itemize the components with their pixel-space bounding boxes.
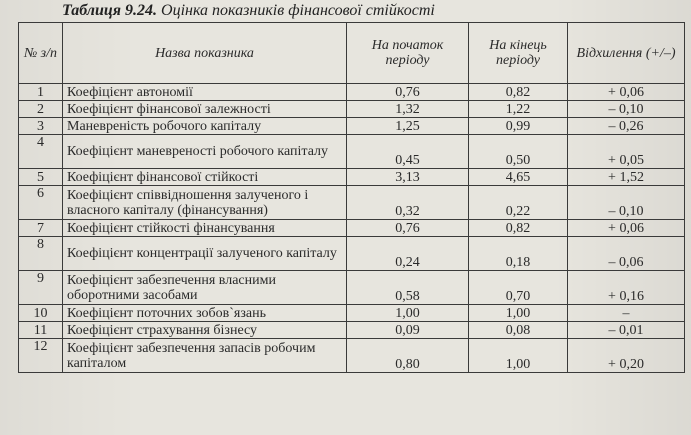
row-deviation: – <box>568 305 685 322</box>
table-caption <box>62 2 435 20</box>
row-name: Коефіцієнт фінансової стійкості <box>63 169 347 186</box>
row-start-value: 3,13 <box>347 169 469 186</box>
row-start-value: 0,09 <box>347 322 469 339</box>
row-end-value: 0,82 <box>469 84 568 101</box>
table-caption-title: Оцінка показників фінансової стійкості <box>161 2 435 19</box>
row-number: 5 <box>19 169 63 186</box>
row-deviation: – 0,06 <box>568 237 685 271</box>
row-name: Коефіцієнт забезпечення власними оборотними засобами <box>63 271 347 305</box>
table-row <box>19 339 685 373</box>
row-deviation: + 0,05 <box>568 135 685 169</box>
row-deviation: + 0,06 <box>568 84 685 101</box>
table-row <box>19 101 685 118</box>
row-end-value: 0,50 <box>469 135 568 169</box>
table-row <box>19 135 685 169</box>
row-end-value: 1,22 <box>469 101 568 118</box>
header-end: На кінець періоду <box>469 23 568 84</box>
row-end-value: 0,99 <box>469 118 568 135</box>
row-name: Коефіцієнт фінансової залежності <box>63 101 347 118</box>
row-start-value: 0,45 <box>347 135 469 169</box>
row-end-value: 1,00 <box>469 305 568 322</box>
table-row <box>19 322 685 339</box>
row-name: Коефіцієнт співвідношення залученого і власного капіталу (фінансування) <box>63 186 347 220</box>
row-number: 1 <box>19 84 63 101</box>
row-number: 3 <box>19 118 63 135</box>
row-number: 2 <box>19 101 63 118</box>
table-header-row <box>19 23 685 84</box>
row-start-value: 0,80 <box>347 339 469 373</box>
row-end-value: 0,08 <box>469 322 568 339</box>
row-start-value: 0,76 <box>347 220 469 237</box>
row-number: 8 <box>19 237 63 271</box>
row-name: Коефіцієнт автономії <box>63 84 347 101</box>
table-row <box>19 237 685 271</box>
row-end-value: 0,82 <box>469 220 568 237</box>
row-number: 11 <box>19 322 63 339</box>
row-name: Коефіцієнт концентрації залученого капіталу <box>63 237 347 271</box>
header-num: № з/п <box>19 23 63 84</box>
row-end-value: 4,65 <box>469 169 568 186</box>
row-name: Коефіцієнт поточних зобов`язань <box>63 305 347 322</box>
row-deviation: + 0,16 <box>568 271 685 305</box>
row-deviation: + 1,52 <box>568 169 685 186</box>
table-row <box>19 305 685 322</box>
table-caption-number: Таблиця 9.24. <box>62 2 158 19</box>
row-name: Коефіцієнт страхування бізнесу <box>63 322 347 339</box>
row-number: 4 <box>19 135 63 169</box>
row-deviation: – 0,01 <box>568 322 685 339</box>
row-deviation: – 0,10 <box>568 101 685 118</box>
table-row <box>19 118 685 135</box>
table-row <box>19 84 685 101</box>
row-name: Коефіцієнт забезпечення запасів робочим капіталом <box>63 339 347 373</box>
row-start-value: 0,32 <box>347 186 469 220</box>
financial-stability-table <box>18 22 685 373</box>
row-end-value: 1,00 <box>469 339 568 373</box>
row-number: 7 <box>19 220 63 237</box>
row-start-value: 1,00 <box>347 305 469 322</box>
row-number: 12 <box>19 339 63 373</box>
table-row <box>19 186 685 220</box>
row-end-value: 0,18 <box>469 237 568 271</box>
row-deviation: – 0,26 <box>568 118 685 135</box>
table-row <box>19 169 685 186</box>
row-end-value: 0,22 <box>469 186 568 220</box>
row-start-value: 1,25 <box>347 118 469 135</box>
header-name: Назва показника <box>63 23 347 84</box>
row-number: 9 <box>19 271 63 305</box>
row-end-value: 0,70 <box>469 271 568 305</box>
table-row <box>19 271 685 305</box>
header-deviation: Відхилення (+/–) <box>568 23 685 84</box>
row-start-value: 0,58 <box>347 271 469 305</box>
header-start: На початок періоду <box>347 23 469 84</box>
row-number: 6 <box>19 186 63 220</box>
row-start-value: 0,24 <box>347 237 469 271</box>
row-deviation: + 0,06 <box>568 220 685 237</box>
row-start-value: 1,32 <box>347 101 469 118</box>
row-start-value: 0,76 <box>347 84 469 101</box>
row-name: Коефіцієнт маневреності робочого капіталу <box>63 135 347 169</box>
table-row <box>19 220 685 237</box>
row-name: Маневреність робочого капіталу <box>63 118 347 135</box>
row-name: Коефіцієнт стійкості фінансування <box>63 220 347 237</box>
row-deviation: + 0,20 <box>568 339 685 373</box>
row-deviation: – 0,10 <box>568 186 685 220</box>
row-number: 10 <box>19 305 63 322</box>
